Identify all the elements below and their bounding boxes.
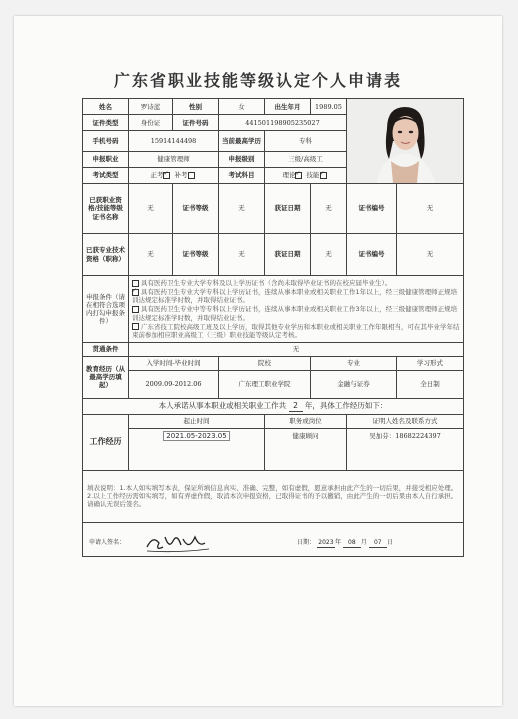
cert-no-value: 无 <box>397 184 464 234</box>
edu-col-time: 入学时间-毕业时间 <box>129 356 219 370</box>
id-no-value: 441501198905235027 <box>219 115 347 131</box>
name-label: 姓名 <box>83 99 129 115</box>
exam-type-options <box>129 167 219 183</box>
application-table <box>82 98 464 557</box>
declaration-text: 填表说明：1.本人如实填写本表，保证所填信息真实、准确、完整，如有虚假，愿意承担由此产生的一切后果，并接受相应处理。2.以上工作经历需如实填写，如有弄虚作假，取消本次申报资格，已取得证书的予以撤销，由此产生的一切后果由本人自行承担。请确认无误后签名。 <box>83 470 464 522</box>
work-years: 2 <box>289 401 303 411</box>
portrait-image <box>347 99 464 183</box>
subject-opt2-checkbox[interactable] <box>320 172 327 179</box>
held-title-value: 无 <box>129 234 173 276</box>
phone-label: 手机号码 <box>83 131 129 151</box>
work-row-time-cell <box>129 428 265 470</box>
occupation-value: 健康管理师 <box>129 151 219 167</box>
work-col-post: 职务或岗位 <box>265 414 347 428</box>
exam-type-opt1-checkbox[interactable] <box>163 172 170 179</box>
edu-col-school: 院校 <box>219 356 311 370</box>
year-char: 年 <box>334 539 341 547</box>
cert-level-label: 证书等级 <box>173 184 219 234</box>
edu-row-time: 2009.09-2012.06 <box>129 370 219 398</box>
exam-subject-label: 考试科目 <box>219 167 265 183</box>
cert-level2-label: 证书等级 <box>173 234 219 276</box>
name-value: 罗诗蓝 <box>129 99 173 115</box>
signature-row <box>83 522 464 556</box>
edu-row-school: 广东理工职业学院 <box>219 370 311 398</box>
work-col-time: 起止时间 <box>129 414 265 428</box>
id-type-value: 身份证 <box>129 115 173 131</box>
condition-item: 具有医药卫生专业大学专科及以上学历证书（含尚未取得毕业证书的在校应届毕业生）。 <box>132 279 460 287</box>
exam-type-opt2: 补考 <box>174 171 188 180</box>
held-title-label: 已获专业技术资格（职称） <box>83 234 129 276</box>
edu-value: 专科 <box>265 131 347 151</box>
held-cert-label: 已获职业资格/技能等级证书名称 <box>83 184 129 234</box>
date-field <box>297 539 393 548</box>
subject-opt2: 技能 <box>306 171 320 180</box>
conditions-list <box>129 276 464 343</box>
gender-value: 女 <box>219 99 265 115</box>
work-row-contact: 吴加芬：18682224397 <box>347 428 464 470</box>
edu-col-form: 学习形式 <box>397 356 464 370</box>
condition-4-checkbox[interactable] <box>132 323 139 330</box>
application-form-sheet <box>14 16 502 706</box>
date-day: 07 <box>369 539 387 548</box>
applicant-photo <box>347 99 464 184</box>
condition-item: 具有医药卫生专业中等专科以上学历证书，连续从事本职业或相关职业工作3年以上，经三级健康管理师正规培训达规定标准学时数，并取得结业证书。 <box>132 305 458 322</box>
level-value: 三级/高级工 <box>265 151 347 167</box>
cert-no2-label: 证书编号 <box>347 234 397 276</box>
date-month: 08 <box>343 539 361 548</box>
conditions-label: 申报条件（请在相符合选项内打勾申报条件） <box>83 276 129 343</box>
condition-1-checkbox[interactable] <box>132 280 139 287</box>
occupation-label: 申报职业 <box>83 151 129 167</box>
work-row-post: 健康顾问 <box>265 428 347 470</box>
date-label: 日期： <box>297 539 316 547</box>
day-char: 日 <box>386 539 393 547</box>
condition-2-checkbox[interactable] <box>132 289 139 296</box>
exam-subject-options <box>265 167 347 183</box>
subject-opt1: 理论 <box>282 171 296 180</box>
exam-type-opt1: 正考 <box>150 171 164 180</box>
condition-item: ✓具有医药卫生专业大学专科以上学历证书，连续从事本职业或相关职业工作1年以上，经三级健康管理师正规培训达规定标准学时数，并取得结业证书。 <box>132 288 460 304</box>
exam-type-label: 考试类型 <box>83 167 129 183</box>
dob-label: 出生年月 <box>265 99 311 115</box>
exam-type-opt2-checkbox[interactable] <box>188 172 195 179</box>
work-label: 工作经历 <box>83 414 129 470</box>
id-no-label: 证件号码 <box>173 115 219 131</box>
edu-exp-label: 教育经历（从最高学历填起） <box>83 356 129 398</box>
through-label: 贯通条件 <box>83 342 129 356</box>
edu-label: 当前最高学历 <box>219 131 265 151</box>
through-value: 无 <box>129 342 464 356</box>
condition-3-checkbox[interactable] <box>132 306 139 313</box>
work-row-time: 2021.05-2023.05 <box>163 431 229 441</box>
cert-no2-value: 无 <box>397 234 464 276</box>
get-date-label: 获证日期 <box>265 184 311 234</box>
form-title: 广东省职业技能等级认定个人申请表 <box>113 71 402 90</box>
get-date2-label: 获证日期 <box>265 234 311 276</box>
handwritten-signature <box>143 529 213 555</box>
get-date-value: 无 <box>311 184 347 234</box>
cert-level-value: 无 <box>219 184 265 234</box>
subject-opt1-checkbox[interactable] <box>295 172 302 179</box>
work-col-contact: 证明人姓名及联系方式 <box>347 414 464 428</box>
edu-row-form: 全日制 <box>397 370 464 398</box>
edu-col-major: 专业 <box>311 356 397 370</box>
work-summary-prefix: 本人承诺从事本职业或相关职业工作共 <box>158 401 287 411</box>
phone-value: 15914144498 <box>129 131 219 151</box>
cert-no-label: 证书编号 <box>347 184 397 234</box>
held-cert-value: 无 <box>129 184 173 234</box>
level-label: 申报级别 <box>219 151 265 167</box>
get-date2-value: 无 <box>311 234 347 276</box>
month-char: 月 <box>360 539 367 547</box>
work-summary-suffix: 年，具体工作经历如下： <box>304 401 388 411</box>
edu-row-major: 金融与证券 <box>311 370 397 398</box>
dob-value: 1989.05 <box>311 99 347 115</box>
id-type-label: 证件类型 <box>83 115 129 131</box>
gender-label: 性别 <box>173 99 219 115</box>
cert-level2-value: 无 <box>219 234 265 276</box>
applicant-label: 申请人签名： <box>89 539 126 547</box>
date-year: 2023 <box>318 539 334 547</box>
work-summary <box>83 398 464 414</box>
condition-item: 广东省技工院校高级工班及以上学历，取得其他专业学历和本职业或相关职业工作年限相当，可在其毕业学年结束前参加相应职业高级工（三级）职业技能等级认定考核。 <box>132 322 460 339</box>
